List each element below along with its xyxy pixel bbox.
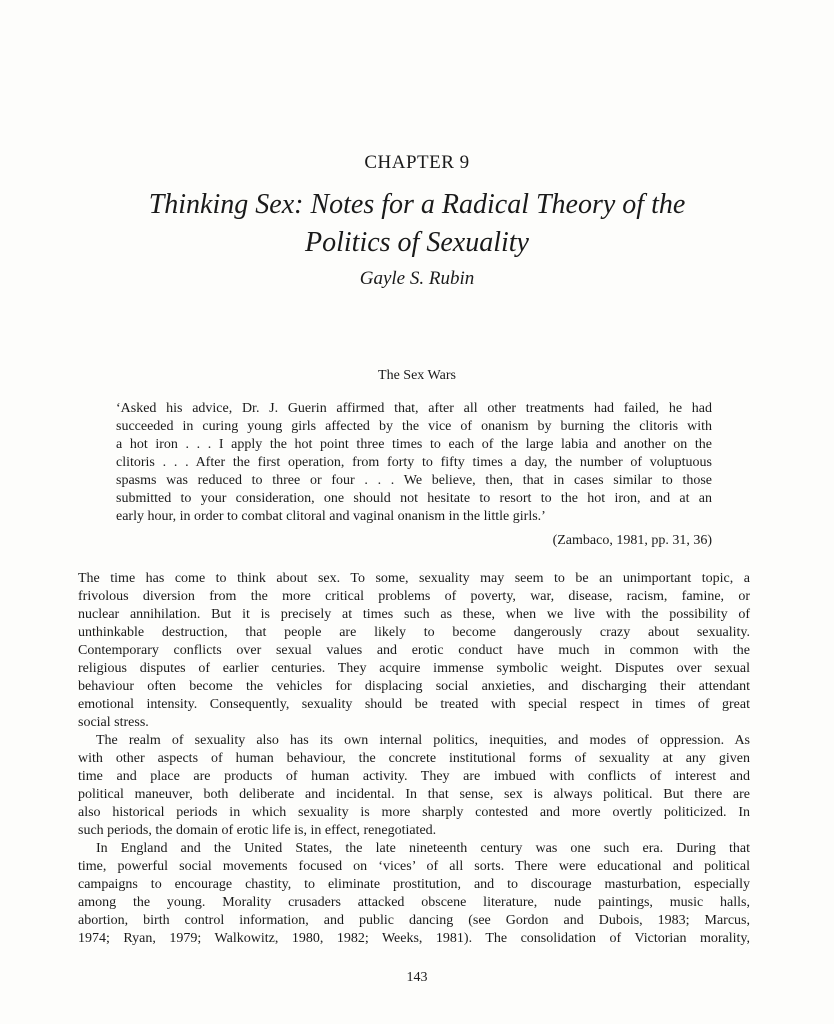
body-line: Contemporary conflicts over sexual values and erotic conduct have much in common with the (78, 643, 750, 658)
body-line: such periods, the domain of erotic life is, in effect, renegotiated. (78, 823, 437, 838)
chapter-label: CHAPTER 9 (364, 152, 470, 173)
section-heading: The Sex Wars (378, 368, 456, 383)
author-name: Gayle S. Rubin (359, 268, 475, 289)
body-line: In England and the United States, the late nineteenth century was one such era. During that (96, 841, 750, 856)
body-line: frivolous diversion from the more critical problems of poverty, war, disease, racism, famine, or (78, 589, 750, 604)
body-line: The realm of sexuality also has its own internal politics, inequities, and modes of oppression. As (96, 733, 750, 748)
epigraph-line: early hour, in order to combat clitoral and vaginal onanism in the little girls.’ (116, 509, 546, 524)
epigraph-line: spasms was reduced to three or four . . . We believe, then, that in cases similar to those (116, 473, 712, 488)
body-line: religious disputes of earlier centuries. They acquire immense symbolic weight. Disputes over sexual (78, 661, 750, 676)
chapter-title-line: Thinking Sex: Notes for a Radical Theory of the (148, 189, 686, 220)
body-line: 1974; Ryan, 1979; Walkowitz, 1980, 1982; Weeks, 1981). The consolidation of Victorian morality, (78, 931, 750, 946)
body-line: time, powerful social movements focused on ‘vices’ of all sorts. There were educational and political (78, 859, 750, 874)
body-line: among the young. Morality crusaders attacked obscene literature, nude paintings, music halls, (78, 895, 750, 910)
epigraph-citation: (Zambaco, 1981, pp. 31, 36) (552, 533, 712, 548)
body-line: political maneuver, both deliberate and incidental. In that sense, sex is always political. But there are (78, 787, 750, 802)
page-number: 143 (406, 970, 428, 985)
body-line: social stress. (78, 715, 149, 730)
chapter-title-line: Politics of Sexuality (305, 227, 529, 258)
body-line: with other aspects of human behaviour, the concrete institutional forms of sexuality at any given (78, 751, 750, 766)
chapter-title (60, 186, 774, 262)
body-line: emotional intensity. Consequently, sexuality should be treated with special respect in times of great (78, 697, 750, 712)
epigraph-line: submitted to your consideration, one should not hesitate to resort to the hot iron, and at an (116, 491, 712, 506)
body-line: campaigns to encourage chastity, to eliminate prostitution, and to discourage masturbation, especially (78, 877, 750, 892)
epigraph-line: succeeded in curing young girls affected by the vice of onanism by burning the clitoris with (116, 419, 712, 434)
body-line: unthinkable destruction, that people are likely to become dangerously crazy about sexuality. (78, 625, 750, 640)
body-line: abortion, birth control information, and public dancing (see Gordon and Dubois, 1983; Marcus, (78, 913, 750, 928)
body-line: time and place are products of human activity. They are imbued with conflicts of interest and (78, 769, 750, 784)
body-line: nuclear annihilation. But it is precisely at times such as these, when we live with the possibility of (78, 607, 750, 622)
epigraph-line: a hot iron . . . I apply the hot point three times to each of the large labia and another on the (116, 437, 712, 452)
body-line: behaviour often become the vehicles for displacing social anxieties, and discharging their attendant (78, 679, 750, 694)
body-line: also historical periods in which sexuality is more sharply contested and more overtly politicized. In (78, 805, 750, 820)
epigraph-quote (116, 400, 712, 526)
body-line: The time has come to think about sex. To some, sexuality may seem to be an unimportant topic, a (78, 571, 750, 586)
epigraph-line: clitoris . . . After the first operation, from forty to fifty times a day, the number of voluptuous (116, 455, 712, 470)
epigraph-line: ‘Asked his advice, Dr. J. Guerin affirmed that, after all other treatments had failed, he had (116, 401, 712, 416)
body-text (78, 570, 750, 948)
